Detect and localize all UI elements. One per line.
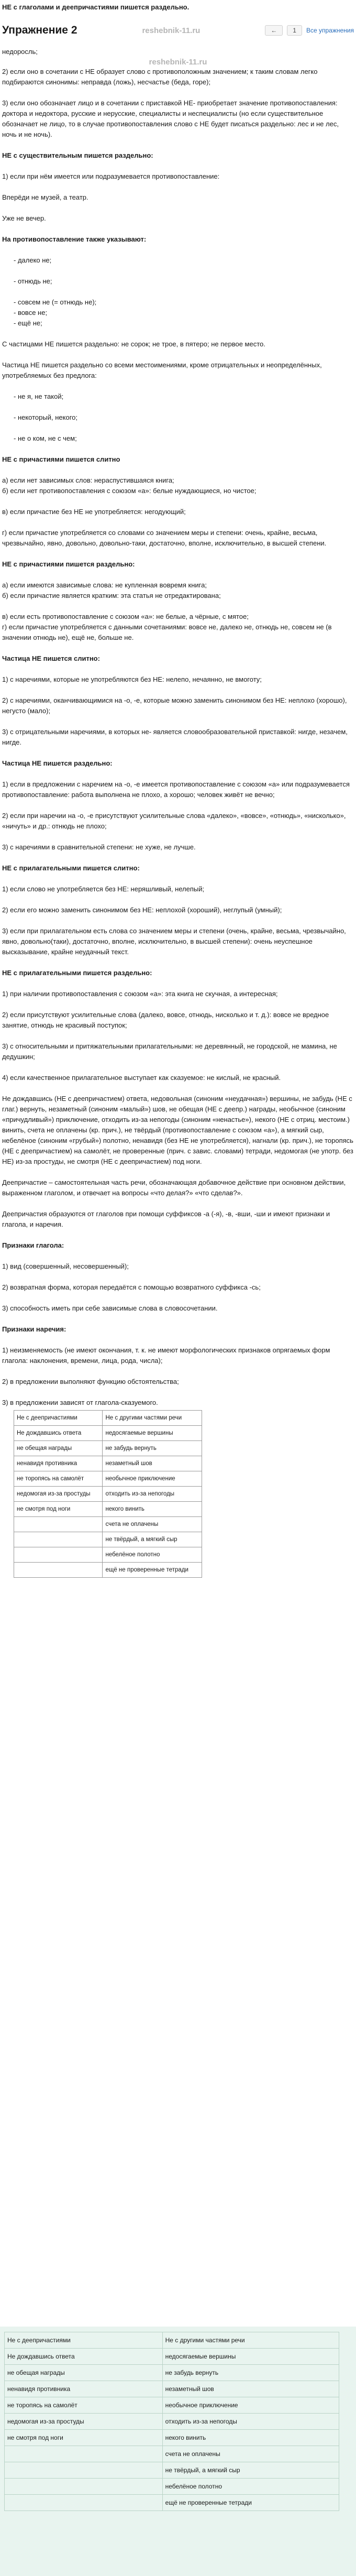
- prev-button[interactable]: ←: [265, 25, 283, 36]
- table-cell: Не дождавшись ответа: [14, 1426, 103, 1441]
- text-line: 3) если при прилагательном есть слова со значением меры и степени (очень, крайне, весьма, чрезвычайно, явно, довольно(таки), достаточно, вполне, исключительно, в высшей степени): очень неуспешное высказывание, крайне неудачный текст.: [2, 927, 346, 956]
- table-row: [14, 1502, 202, 1517]
- table-cell: не твёрдый, а мягкий сыр: [162, 2462, 339, 2479]
- table-cell: [5, 2462, 163, 2479]
- text-line: г) если причастие употребляется с данными сочетаниями: вовсе не, далеко не, отнюдь не, совсем не (в значении отнюдь не), ещё не, больше не.: [2, 623, 332, 641]
- table-cell: [5, 2479, 163, 2495]
- table-cell: недосягаемые вершины: [162, 2349, 339, 2365]
- text-line: 1) неизменяемость (не имеют окончания, т. к. не имеют морфологических признаков опрягаемых форм глагола: наклонения, времени, лица, рода, числа);: [2, 1346, 330, 1365]
- table-cell: ещё не проверенные тетради: [103, 1563, 202, 1578]
- table-row: [5, 2397, 339, 2414]
- table-cell: [14, 1532, 103, 1547]
- text-line: Деепричастия образуются от глаголов при помощи суффиксов -а (-я), -в, -вши, -ши и имеют признаки и глагола, и наречия.: [2, 1210, 330, 1228]
- text-line: 4) если качественное прилагательное выступает как сказуемое: не кислый, не красный.: [2, 1074, 281, 1082]
- table-cell: необычное приключение: [162, 2397, 339, 2414]
- table-row: [5, 2414, 339, 2430]
- table-cell: не обещая награды: [5, 2365, 163, 2381]
- text-line: 3) с наречиями в сравнительной степени: не хуже, не лучше.: [2, 843, 196, 851]
- table-cell: незаметный шов: [162, 2381, 339, 2397]
- table-cell: необычное приключение: [103, 1471, 202, 1487]
- text-line: 3) с отрицательными наречиями, в которых не- является словообразовательной приставкой: нигде, незачем, нигде.: [2, 728, 348, 746]
- header: [0, 0, 356, 47]
- text-line: а) если нет зависимых слов: нераспустившаяся книга;: [2, 476, 174, 484]
- text-line: 2) возвратная форма, которая передаётся с помощью возвратного суффикса -сь;: [2, 1283, 261, 1291]
- text-line: б) если причастие является кратким: эта статья не отредактирована;: [2, 592, 221, 599]
- table-row: [14, 1441, 202, 1456]
- table-row: [14, 1532, 202, 1547]
- next-button[interactable]: 1: [287, 25, 302, 36]
- watermark: reshebnik-11.ru: [149, 57, 207, 67]
- list-item: - вовсе не;: [14, 309, 48, 316]
- table-cell: не твёрдый, а мягкий сыр: [103, 1532, 202, 1547]
- text-line: в) если есть противопоставление с союзом «а»: не белые, а чёрные, с мятое;: [2, 613, 249, 620]
- answer-table-large: [4, 2332, 339, 2511]
- rule-title: НЕ с глаголами и деепричастиями пишется раздельно.: [2, 3, 190, 11]
- text-line: 1) если при нём имеется или подразумевается противопоставление:: [2, 172, 220, 180]
- table-cell: отходить из-за непогоды: [103, 1487, 202, 1502]
- table-row: [14, 1517, 202, 1532]
- table-row: [14, 1547, 202, 1563]
- table-row: [14, 1487, 202, 1502]
- table-cell: не забудь вернуть: [103, 1441, 202, 1456]
- table-cell: не смотря под ноги: [5, 2430, 163, 2446]
- table-row: [14, 1426, 202, 1441]
- table-row: [5, 2446, 339, 2462]
- table-cell: небелёное полотно: [103, 1547, 202, 1563]
- text-line: 1) с наречиями, которые не употребляются без НЕ: нелепо, нечаянно, не вмоготу;: [2, 675, 262, 683]
- section-heading: НЕ с прилагательными пишется слитно:: [2, 864, 140, 872]
- table-cell: не торопясь на самолёт: [5, 2397, 163, 2414]
- list-item: - совсем не (= отнюдь не);: [14, 298, 97, 306]
- list-item: - не о ком, не с чем;: [14, 434, 77, 442]
- text-line: 3) с относительными и притяжательными прилагательными: не деревянный, не городской, не мамина, не дедушкин;: [2, 1042, 337, 1061]
- table-header-row: [5, 2332, 339, 2349]
- list-item: - отнюдь не;: [14, 277, 52, 285]
- text-line: б) если нет противопоставления с союзом «а»: белые нуждающиеся, но чистое;: [2, 487, 257, 495]
- text-line: в) если причастие без НЕ не употребляется: негодующий;: [2, 508, 186, 516]
- table-cell: [5, 2446, 163, 2462]
- answer-table-highlight: [0, 2327, 356, 2576]
- section-heading: НЕ с причастиями пишется слитно: [2, 455, 120, 463]
- answer-table: [14, 1410, 202, 1578]
- text-line: недоросль;: [2, 48, 38, 56]
- table-cell: [14, 1563, 103, 1578]
- table-cell: некого винить: [103, 1502, 202, 1517]
- section-heading: Частица НЕ пишется слитно:: [2, 654, 100, 662]
- table-header-row: [14, 1411, 202, 1426]
- section-heading: Признаки наречия:: [2, 1325, 66, 1333]
- list-item: - далеко не;: [14, 256, 52, 264]
- text-line: 2) если оно в сочетании с НЕ образует слово с противоположным значением; к таким словам легко подбираются синонимы: неправда (ложь), несчастье (беда, горе);: [2, 68, 318, 86]
- text-line: 1) если слово не употребляется без НЕ: неряшливый, нелепый;: [2, 885, 205, 893]
- list-item: - не я, не такой;: [14, 392, 64, 400]
- text-line: Частица НЕ пишется раздельно со всеми местоимениями, кроме отрицательных и неопределённых, употребляемых без предлога:: [2, 361, 322, 379]
- table-header-cell: Не с деепричастиями: [5, 2332, 163, 2349]
- section-heading: НЕ с существительным пишется раздельно:: [2, 151, 153, 159]
- watermark: reshebnik-11.ru: [142, 26, 201, 35]
- text-line: 2) если присутствуют усилительные слова (далеко, вовсе, отнюдь, нисколько и т. д.): вовсе не вредное занятие, отнюдь не красивый поступок;: [2, 1011, 329, 1029]
- text-line: Деепричастие – самостоятельная часть речи, обозначающая добавочное действие при основном действии, выраженном глаголом, и отвечает на вопросы «что делая?» «что сделав?».: [2, 1178, 346, 1197]
- section-heading: Частица НЕ пишется раздельно:: [2, 759, 113, 767]
- list-item: - ещё не;: [14, 319, 42, 327]
- table-cell: незаметный шов: [103, 1456, 202, 1471]
- text-line: 1) если в предложении с наречием на -о, -е имеется противопоставление с союзом «а» или подразумевается противопоставление: работа выполнена не плохо, а хорошо; человек живёт не вечно;: [2, 780, 350, 799]
- exercise-nav: [265, 25, 354, 36]
- answer-table-small: [2, 1410, 354, 1578]
- table-cell: ненавидя противника: [5, 2381, 163, 2397]
- text-line: а) если имеются зависимые слова: не купленная вовремя книга;: [2, 581, 207, 589]
- table-row: [14, 1456, 202, 1471]
- table-row: [14, 1563, 202, 1578]
- section-heading: Признаки глагола:: [2, 1241, 64, 1249]
- table-row: [14, 1471, 202, 1487]
- table-cell: некого винить: [162, 2430, 339, 2446]
- list-item: - некоторый, некого;: [14, 413, 77, 421]
- text-line: Вперёди не музей, а театр.: [2, 193, 88, 201]
- text-line: С частицами НЕ пишется раздельно: не сорок; не трое, в пятеро; не первое место.: [2, 340, 265, 348]
- table-header-cell: Не с другими частями речи: [103, 1411, 202, 1426]
- table-row: [5, 2365, 339, 2381]
- table-cell: не обещая награды: [14, 1441, 103, 1456]
- table-row: [5, 2479, 339, 2495]
- exercise-title: Упражнение 2: [2, 24, 77, 36]
- table-cell: счета не оплачены: [162, 2446, 339, 2462]
- table-cell: ненавидя противника: [14, 1456, 103, 1471]
- table-cell: не торопясь на самолёт: [14, 1471, 103, 1487]
- text-line: 2) если при наречии на -о, -е присутствуют усилительные слова «далеко», «вовсе», «отнюдь», «нисколько», «ничуть» и др.: отнюдь не плохо;: [2, 812, 346, 830]
- text-line: 3) в предложении зависят от глагола-сказуемого.: [2, 1399, 158, 1406]
- table-row: [5, 2349, 339, 2365]
- table-cell: не смотря под ноги: [14, 1502, 103, 1517]
- table-row: [5, 2495, 339, 2511]
- table-cell: отходить из-за непогоды: [162, 2414, 339, 2430]
- table-row: [5, 2381, 339, 2397]
- section-heading: НЕ с прилагательными пишется раздельно:: [2, 969, 152, 977]
- table-cell: небелёное полотно: [162, 2479, 339, 2495]
- table-cell: недомогая из-за простуды: [14, 1487, 103, 1502]
- table-cell: недомогая из-за простуды: [5, 2414, 163, 2430]
- text-line: 2) если его можно заменить синонимом без НЕ: неплохой (хороший), неглупый (умный);: [2, 906, 282, 914]
- text-line: г) если причастие употребляется со словами со значением меры и степени: очень, крайне, весьма, чрезвычайно, явно, довольно, довольно-таки, достаточно, вполне, исключительно, в высшей степени.: [2, 529, 327, 547]
- table-cell: Не дождавшись ответа: [5, 2349, 163, 2365]
- table-cell: недосягаемые вершины: [103, 1426, 202, 1441]
- table-row: [5, 2430, 339, 2446]
- exercise-header-row: [2, 14, 354, 47]
- text-line: 1) вид (совершенный, несовершенный);: [2, 1262, 129, 1270]
- table-cell: не забудь вернуть: [162, 2365, 339, 2381]
- table-cell: ещё не проверенные тетради: [162, 2495, 339, 2511]
- table-cell: [5, 2495, 163, 2511]
- section-heading: На противопоставление также указывают:: [2, 235, 147, 243]
- table-header-cell: Не с деепричастиями: [14, 1411, 103, 1426]
- text-line: 1) при наличии противопоставления с союзом «а»: эта книга не скучная, а интересная;: [2, 990, 278, 998]
- all-exercises-link[interactable]: Все упражнения: [306, 27, 354, 34]
- text-line: 2) с наречиями, оканчивающимися на -о, -е, которые можно заменить синонимом без НЕ: неплохо (хорошо), негусто (мало);: [2, 696, 347, 715]
- table-cell: счета не оплачены: [103, 1517, 202, 1532]
- text-line: 2) в предложении выполняют функцию обстоятельства;: [2, 1378, 179, 1385]
- table-row: [5, 2462, 339, 2479]
- text-line: 3) если оно обозначает лицо и в сочетании с приставкой НЕ- приобретает значение противопоставления: доктора и недоктора, русские и нерусские, специалисты и неспециалисты (но если существительное обозначает не лицо, то в случае противопоставления слово с НЕ будет писаться раздельно: лес и не лес, ночь и не ночь).: [2, 99, 339, 138]
- table-cell: [14, 1547, 103, 1563]
- table-cell: [14, 1517, 103, 1532]
- article-body: [0, 47, 356, 1578]
- text-line: Уже не вечер.: [2, 214, 46, 222]
- answer-paragraph: Не дождавшись (НЕ с деепричастием) ответа, недовольная (синоним «неудачная») вершины, не забудь (НЕ с глаг.) вернуть, незаметный (синоним «малый») шов, не обещая (НЕ с деепр.) награды, необычное (синоним «причудливый») приключение, отходить из-за непогоды (синоним «ненастье»), некого (НЕ с отриц. местоим.) винить, счета не оплачены (кр. прич.), не твёрдый (противопоставление с союзом «а»), а мягкий сыр, небелёное (синоним «грубый») полотно, ненавидя (без НЕ не употребляется), нагнали (кр. прич.), не торопясь (НЕ с деепричастием) на самолёт, не проверенные (прич. с завис. словами) тетради, недомогая (не употр. без НЕ) из-за простуды, не смотря (НЕ с деепричастием) под ноги.: [2, 1095, 353, 1165]
- section-heading: НЕ с причастиями пишется раздельно:: [2, 560, 135, 568]
- table-header-cell: Не с другими частями речи: [162, 2332, 339, 2349]
- text-line: 3) способность иметь при себе зависимые слова в словосочетании.: [2, 1304, 218, 1312]
